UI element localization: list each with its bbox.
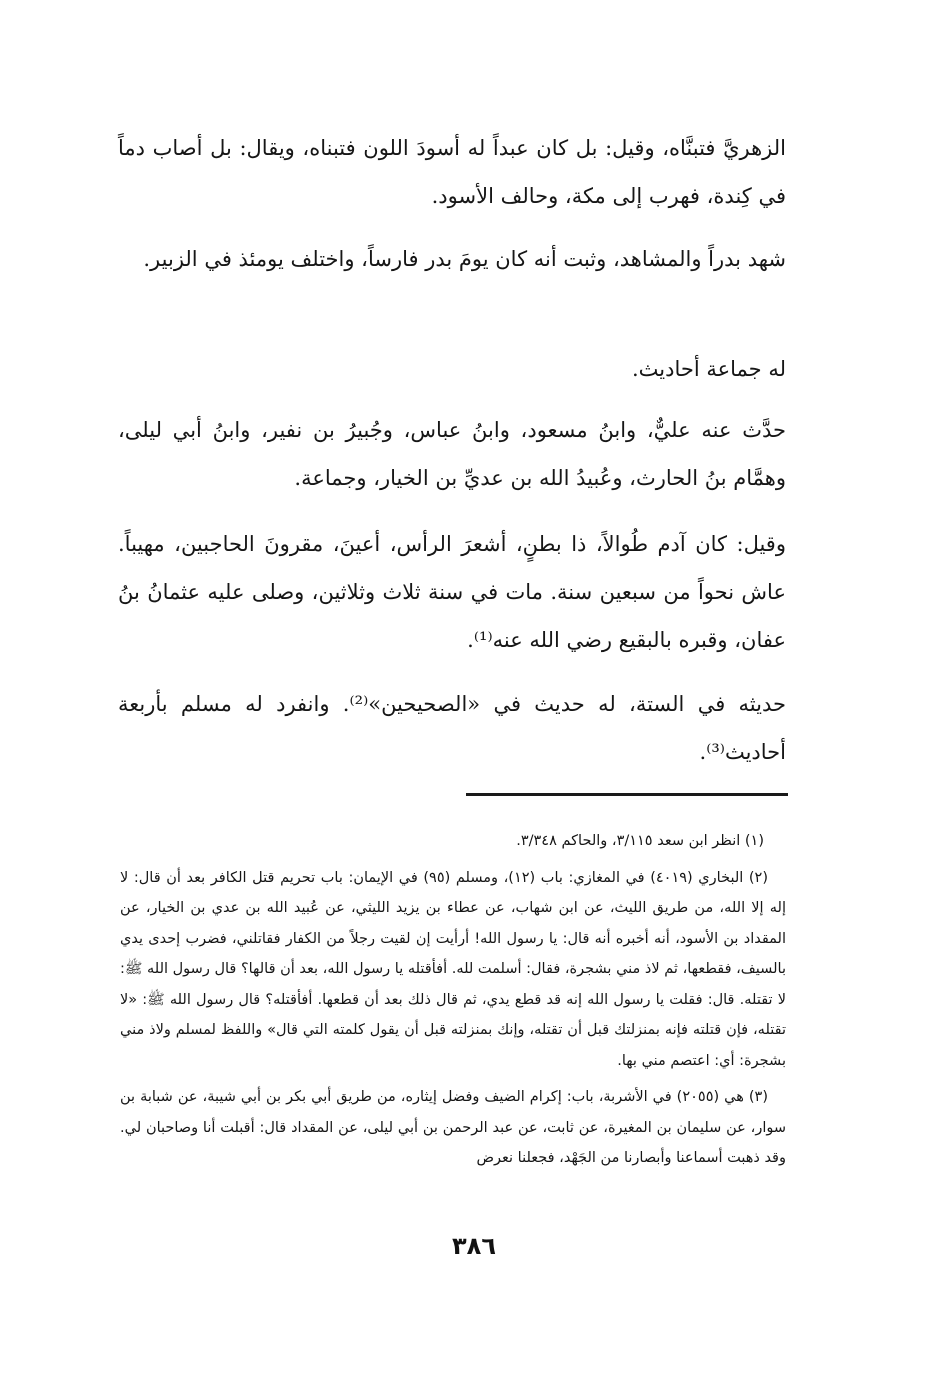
- paragraph-sihah: حديثه في الستة، له حديث في «الصحيحين»⁽²⁾. وانفرد له مسلم بأربعة أحاديث⁽³⁾.: [118, 692, 786, 764]
- paragraph-description: وقيل: كان آدم طُوالاً، ذا بطنٍ، أشعرَ الرأس، أعينَ، مقرونَ الحاجبين، مهيباً. عاش نحواً من سبعين سنة. مات في سنة ثلاث وثلاثين، وصلى عليه عثمانُ بنُ عفان، وقبره بالبقيع رضي الله عنه⁽¹⁾.: [118, 532, 786, 652]
- footnote-1: (١) انظر ابن سعد ٣/١١٥، والحاكم ٣/٣٤٨.: [516, 833, 764, 849]
- footnote-2: (٢) البخاري (٤٠١٩) في المغازي: باب (١٢)، ومسلم (٩٥) في الإيمان: باب تحريم قتل الكافر بعد أن قال: لا إله إلا الله، من طريق الليث، عن ابن شهاب، عن عطاء بن يزيد الليثي، عن عُبيد الله بن عدي بن الخيار، عن المقداد بن الأسود، أنه أخبره أنه قال: يا رسول الله! أرأيت إن لقيت رجلاً من الكفار فقاتلني، فضرب إحدى يدي بالسيف، فقطعها، ثم لاذ مني بشجرة، فقال: أسلمت لله. أفأقتله يا رسول الله، بعد أن قالها؟ قال رسول الله ﷺ: لا تقتله. قال: فقلت يا رسول الله إنه قد قطع يدي، ثم قال ذلك بعد أن قطعها. أفأقتله؟ قال رسول الله ﷺ: «لا تقتله، فإن قتلته فإنه بمنزلتك قبل أن تقتله، وإنك بمنزلته قبل أن يقول كلمته التي قال» واللفظ لمسلم ولاذ مني بشجرة: أي: اعتصم مني بها.: [120, 869, 786, 1069]
- footnote-divider: [466, 793, 788, 796]
- page-number: ٣٨٦: [452, 1232, 496, 1260]
- paragraph-badr: شهد بدراً والمشاهد، وثبت أنه كان يومَ بدر فارساً، واختلف يومئذ في الزبير.: [143, 247, 786, 271]
- footnotes: [120, 826, 786, 1180]
- footnote-3: (٣) هي (٢٠٥٥) في الأشربة، باب: إكرام الضيف وفضل إيثاره، من طريق أبي بكر بن أبي شيبة، عن شبابة بن سوار، عن سليمان بن المغيرة، عن ثابت، عن عبد الرحمن بن أبي ليلى، عن المقداد قال: أقبلت أنا وصاحبان لي. وقد ذهبت أسماعنا وأبصارنا من الجَهْد، فجعلنا نعرض: [120, 1089, 786, 1166]
- paragraph-origin: الزهريَّ فتبنَّاه، وقيل: بل كان عبداً له أسودَ اللون فتبناه، ويقال: بل أصاب دماً في كِندة، فهرب إلى مكة، وحالف الأسود.: [118, 136, 786, 208]
- paragraph-hadith-count: له جماعة أحاديث.: [631, 357, 786, 381]
- paragraph-narrators: حدَّث عنه عليٌّ، وابنُ مسعود، وابنُ عباس، وجُبيرُ بن نفير، وابنُ أبي ليلى، وهمَّام بنُ الحارث، وعُبيدُ الله بن عديِّ بن الخيار، وجماعة.: [118, 418, 786, 490]
